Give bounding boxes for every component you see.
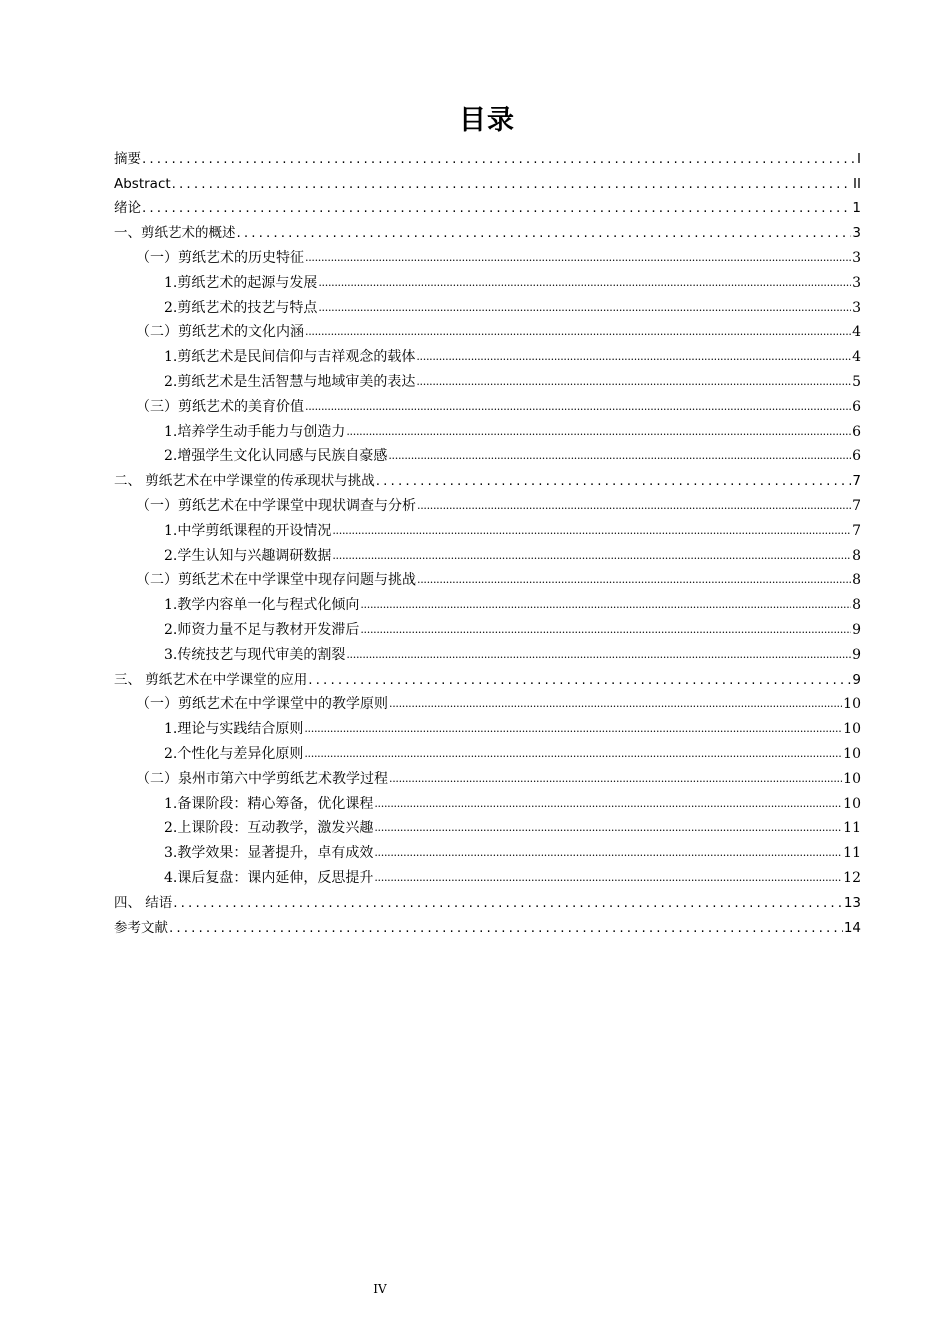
- toc-entry-title: （二）泉州市第六中学剪纸艺术教学过程: [136, 770, 388, 787]
- toc-entry-page: 6: [852, 448, 861, 465]
- dot-leader: [142, 150, 856, 168]
- dot-leader: [332, 546, 851, 565]
- dot-leader: [318, 298, 851, 317]
- toc-entry-title: 2.师资力量不足与教材开发滞后: [164, 621, 360, 638]
- dot-leader: [374, 868, 842, 887]
- toc-entry-title: 1.理论与实践结合原则: [164, 721, 304, 738]
- toc-entry-page: 10: [843, 770, 861, 787]
- toc-entry[interactable]: [114, 788, 861, 813]
- toc-entry-title: （二）剪纸艺术在中学课堂中现存问题与挑战: [136, 572, 416, 589]
- toc-entry-title: 2.增强学生文化认同感与民族自豪感: [164, 448, 388, 465]
- dot-leader: [417, 570, 851, 589]
- toc-entry-title: （三）剪纸艺术的美育价值: [136, 398, 304, 415]
- dot-leader: [169, 919, 843, 937]
- toc-entry[interactable]: [114, 912, 861, 937]
- toc-entry-title: 1.剪纸艺术的起源与发展: [164, 274, 318, 291]
- toc-entry[interactable]: [114, 441, 861, 466]
- toc-entry[interactable]: [114, 366, 861, 391]
- toc-entry-page: 7: [852, 522, 861, 539]
- table-of-contents: [114, 143, 861, 937]
- toc-entry-title: （一）剪纸艺术的历史特征: [136, 249, 304, 266]
- toc-entry-page: 1: [852, 200, 861, 217]
- toc-entry-title: 1.剪纸艺术是民间信仰与吉祥观念的载体: [164, 349, 416, 366]
- toc-entry[interactable]: [114, 837, 861, 862]
- toc-entry[interactable]: [114, 391, 861, 416]
- toc-entry-page: 13: [843, 894, 861, 911]
- toc-entry[interactable]: [114, 887, 861, 912]
- toc-entry-title: 1.教学内容单一化与程式化倾向: [164, 597, 360, 614]
- toc-entry[interactable]: [114, 168, 861, 193]
- toc-entry[interactable]: [114, 317, 861, 342]
- dot-leader: [173, 894, 843, 912]
- toc-entry-page: 11: [843, 820, 861, 837]
- dot-leader: [374, 843, 842, 862]
- dot-leader: [416, 372, 851, 391]
- toc-entry[interactable]: [114, 713, 861, 738]
- toc-entry-page: 7: [852, 473, 861, 490]
- toc-entry-title: 1.中学剪纸课程的开设情况: [164, 522, 332, 539]
- toc-entry-title: 2.上课阶段：互动教学，激发兴趣: [164, 820, 374, 837]
- toc-entry-title: 4.课后复盘：课内延伸，反思提升: [164, 869, 374, 886]
- toc-entry[interactable]: [114, 540, 861, 565]
- toc-entry-page: 10: [843, 795, 861, 812]
- toc-entry-page: 10: [843, 721, 861, 738]
- toc-entry-page: 7: [852, 497, 861, 514]
- dot-leader: [305, 248, 851, 267]
- toc-entry[interactable]: [114, 664, 861, 689]
- dot-leader: [332, 521, 851, 540]
- toc-entry-title: 2.剪纸艺术是生活智慧与地域审美的表达: [164, 373, 416, 390]
- toc-entry[interactable]: [114, 465, 861, 490]
- toc-entry-page: 10: [843, 745, 861, 762]
- toc-entry[interactable]: [114, 292, 861, 317]
- toc-entry-page: 6: [852, 398, 861, 415]
- dot-leader: [346, 645, 851, 664]
- toc-entry[interactable]: [114, 193, 861, 218]
- toc-entry-page: 6: [852, 423, 861, 440]
- toc-entry-title: Abstract: [114, 175, 171, 192]
- toc-entry[interactable]: [114, 862, 861, 887]
- toc-entry-page: II: [853, 175, 861, 192]
- toc-entry[interactable]: [114, 738, 861, 763]
- toc-entry-title: 四、 结语: [114, 894, 173, 911]
- toc-entry[interactable]: [114, 416, 861, 441]
- dot-leader: [389, 769, 842, 788]
- toc-entry-page: 3: [852, 225, 861, 242]
- toc-entry[interactable]: [114, 589, 861, 614]
- dot-leader: [417, 496, 851, 515]
- toc-entry-page: 9: [852, 646, 861, 663]
- page-number: IV: [373, 1282, 387, 1296]
- dot-leader: [389, 694, 842, 713]
- dot-leader: [172, 175, 852, 193]
- toc-entry-title: 2.剪纸艺术的技艺与特点: [164, 299, 318, 316]
- toc-entry[interactable]: [114, 515, 861, 540]
- toc-entry-title: 一、剪纸艺术的概述: [114, 225, 236, 242]
- dot-leader: [304, 744, 842, 763]
- toc-entry-title: 2.个性化与差异化原则: [164, 745, 304, 762]
- toc-entry-page: 3: [852, 274, 861, 291]
- toc-entry[interactable]: [114, 490, 861, 515]
- toc-entry-page: 8: [852, 572, 861, 589]
- toc-entry-page: 5: [852, 373, 861, 390]
- dot-leader: [308, 671, 851, 689]
- toc-entry[interactable]: [114, 614, 861, 639]
- toc-entry[interactable]: [114, 242, 861, 267]
- toc-entry-title: （一）剪纸艺术在中学课堂中现状调查与分析: [136, 497, 416, 514]
- toc-entry[interactable]: [114, 639, 861, 664]
- toc-entry-page: 10: [843, 696, 861, 713]
- toc-entry-page: 8: [852, 597, 861, 614]
- toc-entry-title: （一）剪纸艺术在中学课堂中的教学原则: [136, 696, 388, 713]
- dot-leader: [318, 273, 851, 292]
- toc-entry-title: 二、 剪纸艺术在中学课堂的传承现状与挑战: [114, 473, 375, 490]
- toc-entry-title: （二）剪纸艺术的文化内涵: [136, 324, 304, 341]
- toc-entry-page: 4: [852, 324, 861, 341]
- toc-entry[interactable]: [114, 267, 861, 292]
- toc-entry-page: 3: [852, 249, 861, 266]
- toc-entry-page: 4: [852, 349, 861, 366]
- toc-entry-page: 9: [852, 621, 861, 638]
- toc-entry-page: 11: [843, 845, 861, 862]
- dot-leader: [360, 595, 851, 614]
- dot-leader: [374, 818, 842, 837]
- toc-entry[interactable]: [114, 763, 861, 788]
- toc-entry-title: 绪论: [114, 200, 141, 217]
- toc-entry[interactable]: [114, 565, 861, 590]
- dot-leader: [304, 719, 842, 738]
- dot-leader: [360, 620, 851, 639]
- dot-leader: [305, 397, 851, 416]
- dot-leader: [142, 199, 851, 217]
- toc-entry-title: 3.传统技艺与现代审美的割裂: [164, 646, 346, 663]
- toc-entry-page: 9: [852, 671, 861, 688]
- toc-entry-title: 1.备课阶段：精心筹备，优化课程: [164, 795, 374, 812]
- toc-entry-title: 三、 剪纸艺术在中学课堂的应用: [114, 671, 308, 688]
- dot-leader: [376, 472, 852, 490]
- toc-title: 目录: [459, 105, 515, 136]
- toc-entry-page: 8: [852, 547, 861, 564]
- toc-entry[interactable]: [114, 217, 861, 242]
- toc-entry-page: I: [857, 150, 861, 167]
- toc-entry-title: 参考文献: [114, 919, 168, 936]
- dot-leader: [416, 347, 851, 366]
- dot-leader: [237, 224, 852, 242]
- toc-entry-title: 2.学生认知与兴趣调研数据: [164, 547, 332, 564]
- toc-entry-page: 12: [843, 869, 861, 886]
- dot-leader: [346, 422, 851, 441]
- toc-entry-title: 1.培养学生动手能力与创造力: [164, 423, 346, 440]
- dot-leader: [388, 446, 851, 465]
- toc-entry[interactable]: [114, 689, 861, 714]
- toc-entry-title: 3.教学效果：显著提升，卓有成效: [164, 845, 374, 862]
- toc-entry[interactable]: [114, 813, 861, 838]
- dot-leader: [374, 794, 842, 813]
- toc-entry-page: 14: [843, 919, 861, 936]
- toc-entry-page: 3: [852, 299, 861, 316]
- toc-entry[interactable]: [114, 341, 861, 366]
- dot-leader: [305, 322, 851, 341]
- toc-entry[interactable]: [114, 143, 861, 168]
- toc-entry-title: 摘要: [114, 150, 141, 167]
